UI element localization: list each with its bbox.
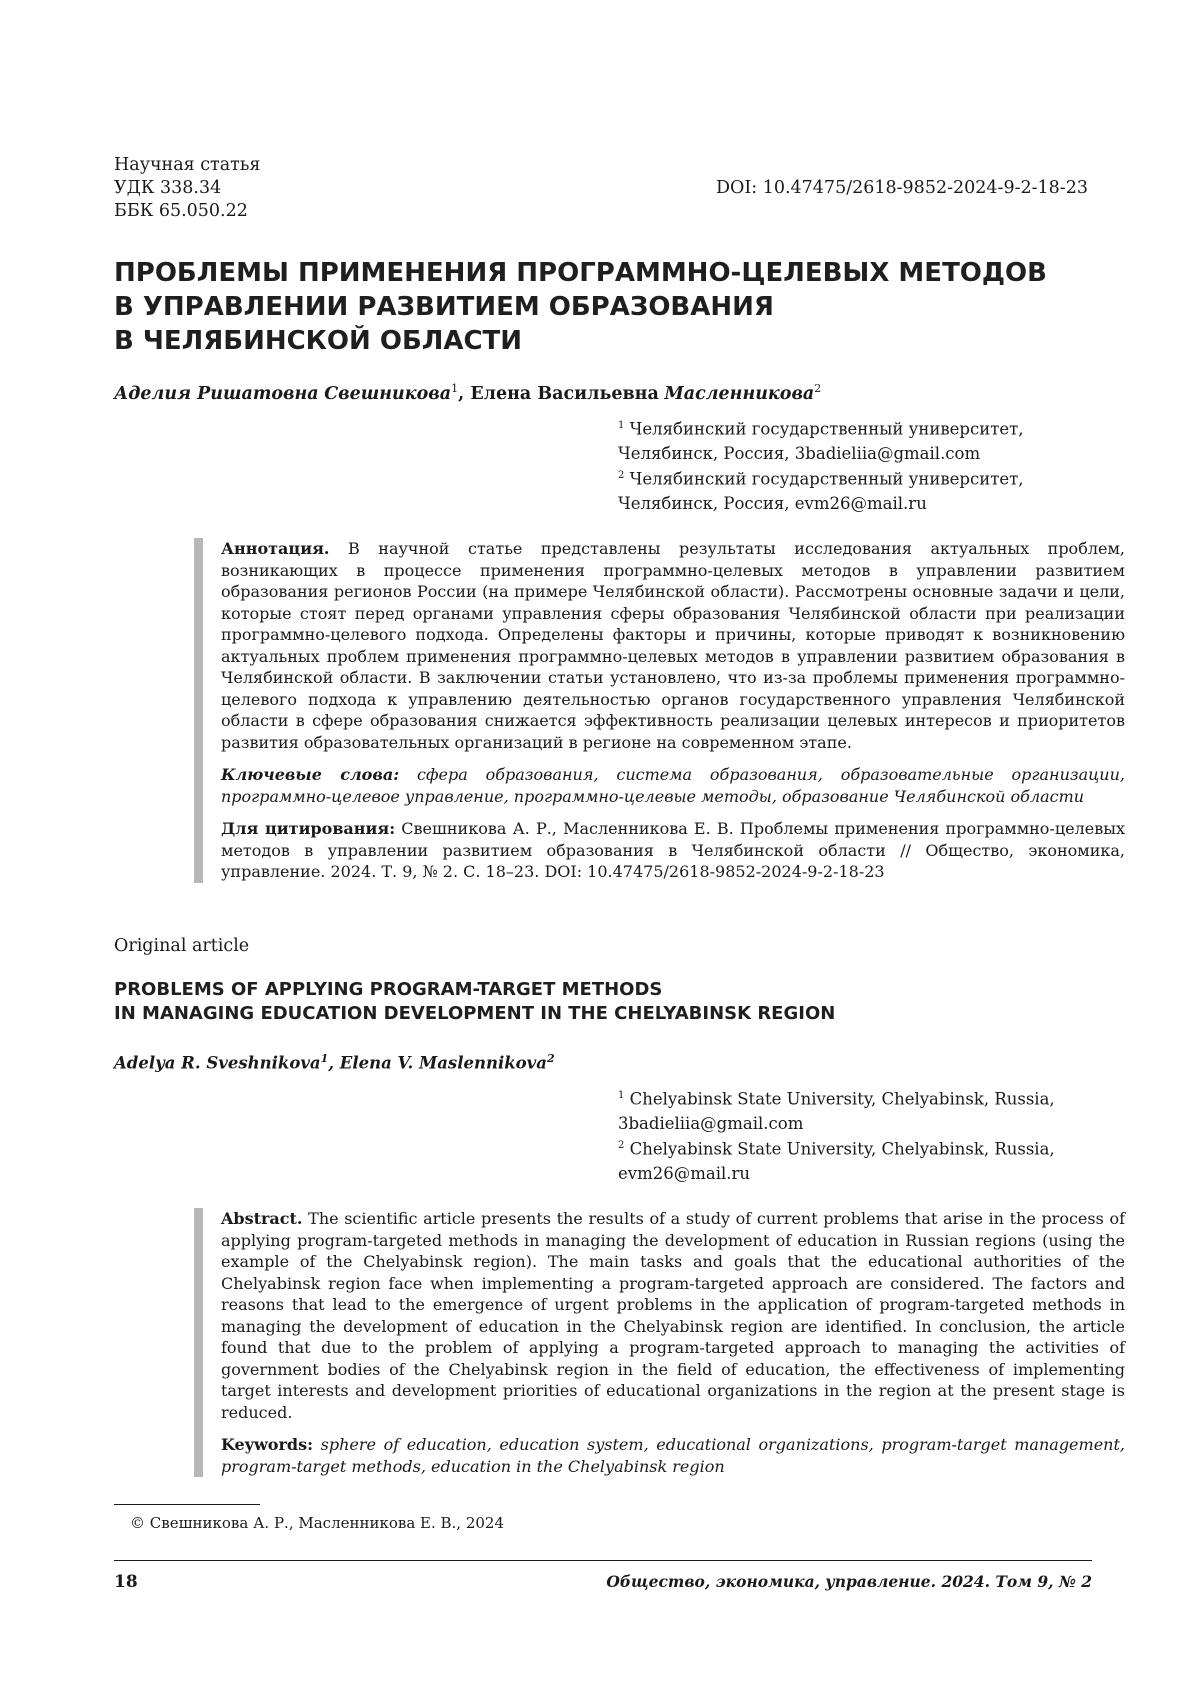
citation-ru-text: Свешникова А. Р., Масленникова Е. В. Проблемы применения программно-целевых методов в управлении развитием образования в Челябинской области // Общество, экономика, управление. 2024. Т. 9, № 2. С. 18–23. DOI: 10.47475/2618-9852-2024-9-2-18-23: [221, 819, 1126, 881]
footnote-divider: [114, 1504, 260, 1505]
keywords-ru-text: сфера образования, система образования, образовательные организации, программно-целевое управление, программно-целевые методы, образование Челябинской области: [221, 765, 1126, 806]
author2-sup-ru: 2: [814, 382, 822, 395]
citation-ru: [221, 818, 1125, 883]
keywords-en: [221, 1434, 1125, 1477]
affil-line: Челябинск, Россия, 3badieliia@gmail.com: [618, 443, 981, 463]
keywords-en-label: Keywords:: [221, 1435, 314, 1454]
journal-running-footer: Общество, экономика, управление. 2024. Том 9, № 2: [606, 1572, 1092, 1591]
author1-family-ru: Свешникова: [324, 383, 452, 404]
title-ru-line: В ЧЕЛЯБИНСКОЙ ОБЛАСТИ: [114, 326, 523, 356]
copyright: © Свешникова А. Р., Масленникова Е. В., 2024: [130, 1514, 505, 1532]
doi: DOI: 10.47475/2618-9852-2024-9-2-18-23: [715, 178, 1088, 198]
author2-sup-en: 2: [546, 1052, 555, 1065]
affil-line: Челябинск, Россия, evm26@mail.ru: [618, 493, 927, 513]
abstract-en-block: [194, 1208, 1125, 1477]
affil-line: Челябинский государственный университет,: [629, 419, 1024, 439]
page-number: 18: [114, 1572, 138, 1592]
abstract-ru-text: В научной статье представлены результаты исследования актуальных проблем, возникающих в процессе применения программно-целевых методов в управлении развитием образования регионов России (на примере Челябинской области). Рассмотрены основные задачи и цели, которые стоят перед органами управления сферы образования Челябинской области при реализации программно-целевого подхода. Определены факторы и причины, которые приводят к возникновению актуальных проблем применения программно-целевых методов в управлении развитием образования в Челябинской области. В заключении статьи установлено, что из-за проблемы применения программно-целевого подхода к управлению деятельностью органов государственного управления Челябинской области в сфере образования снижается эффективность реализации целевых интересов и приоритетов развития образовательных организаций в регионе на современном этапе.: [221, 539, 1125, 752]
author1-sup-en: 1: [320, 1052, 329, 1065]
authors-en: [114, 1052, 555, 1073]
udk: УДК 338.34: [114, 178, 222, 198]
affiliation-ru-2: [618, 464, 1023, 516]
author-sep-en: ,: [328, 1053, 340, 1073]
title-ru-line: В УПРАВЛЕНИИ РАЗВИТИЕМ ОБРАЗОВАНИЯ: [114, 292, 774, 322]
affil-marker: 1: [618, 1090, 625, 1101]
affil-line: evm26@mail.ru: [618, 1163, 751, 1183]
affil-line: Челябинский государственный университет,: [629, 469, 1024, 489]
affil-marker: 2: [618, 470, 625, 481]
bbk: ББК 65.050.22: [114, 201, 248, 221]
title-en: [114, 978, 835, 1026]
affil-marker: 1: [618, 420, 625, 431]
author1-sup-ru: 1: [451, 382, 459, 395]
title-ru-line: ПРОБЛЕМЫ ПРИМЕНЕНИЯ ПРОГРАММНО-ЦЕЛЕВЫХ МЕТОДОВ: [114, 258, 1047, 288]
title-en-line: PROBLEMS OF APPLYING PROGRAM-TARGET METHODS: [114, 979, 663, 1000]
affiliation-en-2: [618, 1134, 1055, 1186]
keywords-en-text: sphere of education, education system, educational organizations, program-target management, program-target methods, education in the Chelyabinsk region: [221, 1435, 1125, 1476]
article-meta: [114, 154, 260, 223]
affil-line: 3badieliia@gmail.com: [618, 1113, 804, 1133]
keywords-ru-label: Ключевые слова:: [221, 765, 400, 784]
footer-divider: [114, 1560, 1092, 1561]
abstract-ru-label: Аннотация.: [221, 539, 330, 558]
affiliation-ru-1: [618, 414, 1023, 466]
affil-line: Chelyabinsk State University, Chelyabinsk, Russia,: [629, 1089, 1055, 1109]
abstract-en: [221, 1208, 1125, 1423]
article-type-en: Original article: [114, 936, 250, 956]
author1-given-ru: Аделия Ришатовна: [114, 383, 319, 404]
article-type: Научная статья: [114, 155, 261, 175]
abstract-ru-block: [194, 538, 1125, 883]
affil-marker: 2: [618, 1140, 625, 1151]
affil-line: Chelyabinsk State University, Chelyabinsk, Russia,: [629, 1139, 1055, 1159]
author-sep-ru: ,: [458, 383, 471, 404]
abstract-ru: [221, 538, 1125, 753]
author2-en: Elena V. Maslennikova: [339, 1053, 547, 1073]
keywords-ru: [221, 764, 1125, 807]
citation-ru-label: Для цитирования:: [221, 819, 396, 838]
affiliation-en-1: [618, 1084, 1055, 1136]
author1-en: Adelya R. Sveshnikova: [114, 1053, 321, 1073]
author2-given-ru: Елена Васильевна: [470, 383, 659, 404]
authors-ru: [114, 382, 821, 404]
title-en-line: IN MANAGING EDUCATION DEVELOPMENT IN THE CHELYABINSK REGION: [114, 1003, 836, 1024]
title-ru: [114, 256, 1094, 358]
abstract-en-label: Abstract.: [221, 1209, 303, 1228]
author2-family-ru: Масленникова: [664, 383, 815, 404]
abstract-en-text: The scientific article presents the results of a study of current problems that arise in the process of applying program-targeted methods in managing the development of education in Russian regions (using the example of the Chelyabinsk region). The main tasks and goals that the educational authorities of the Chelyabinsk region face when implementing a program-targeted approach are considered. The factors and reasons that lead to the emergence of urgent problems in the application of program-targeted methods in managing the development of education in the Chelyabinsk region are identified. In conclusion, the article found that due to the problem of applying a program-targeted approach to managing the activities of government bodies of the Chelyabinsk region in the field of education, the effectiveness of implementing target interests and development priorities of educational organizations in the region at the present stage is reduced.: [221, 1209, 1126, 1422]
